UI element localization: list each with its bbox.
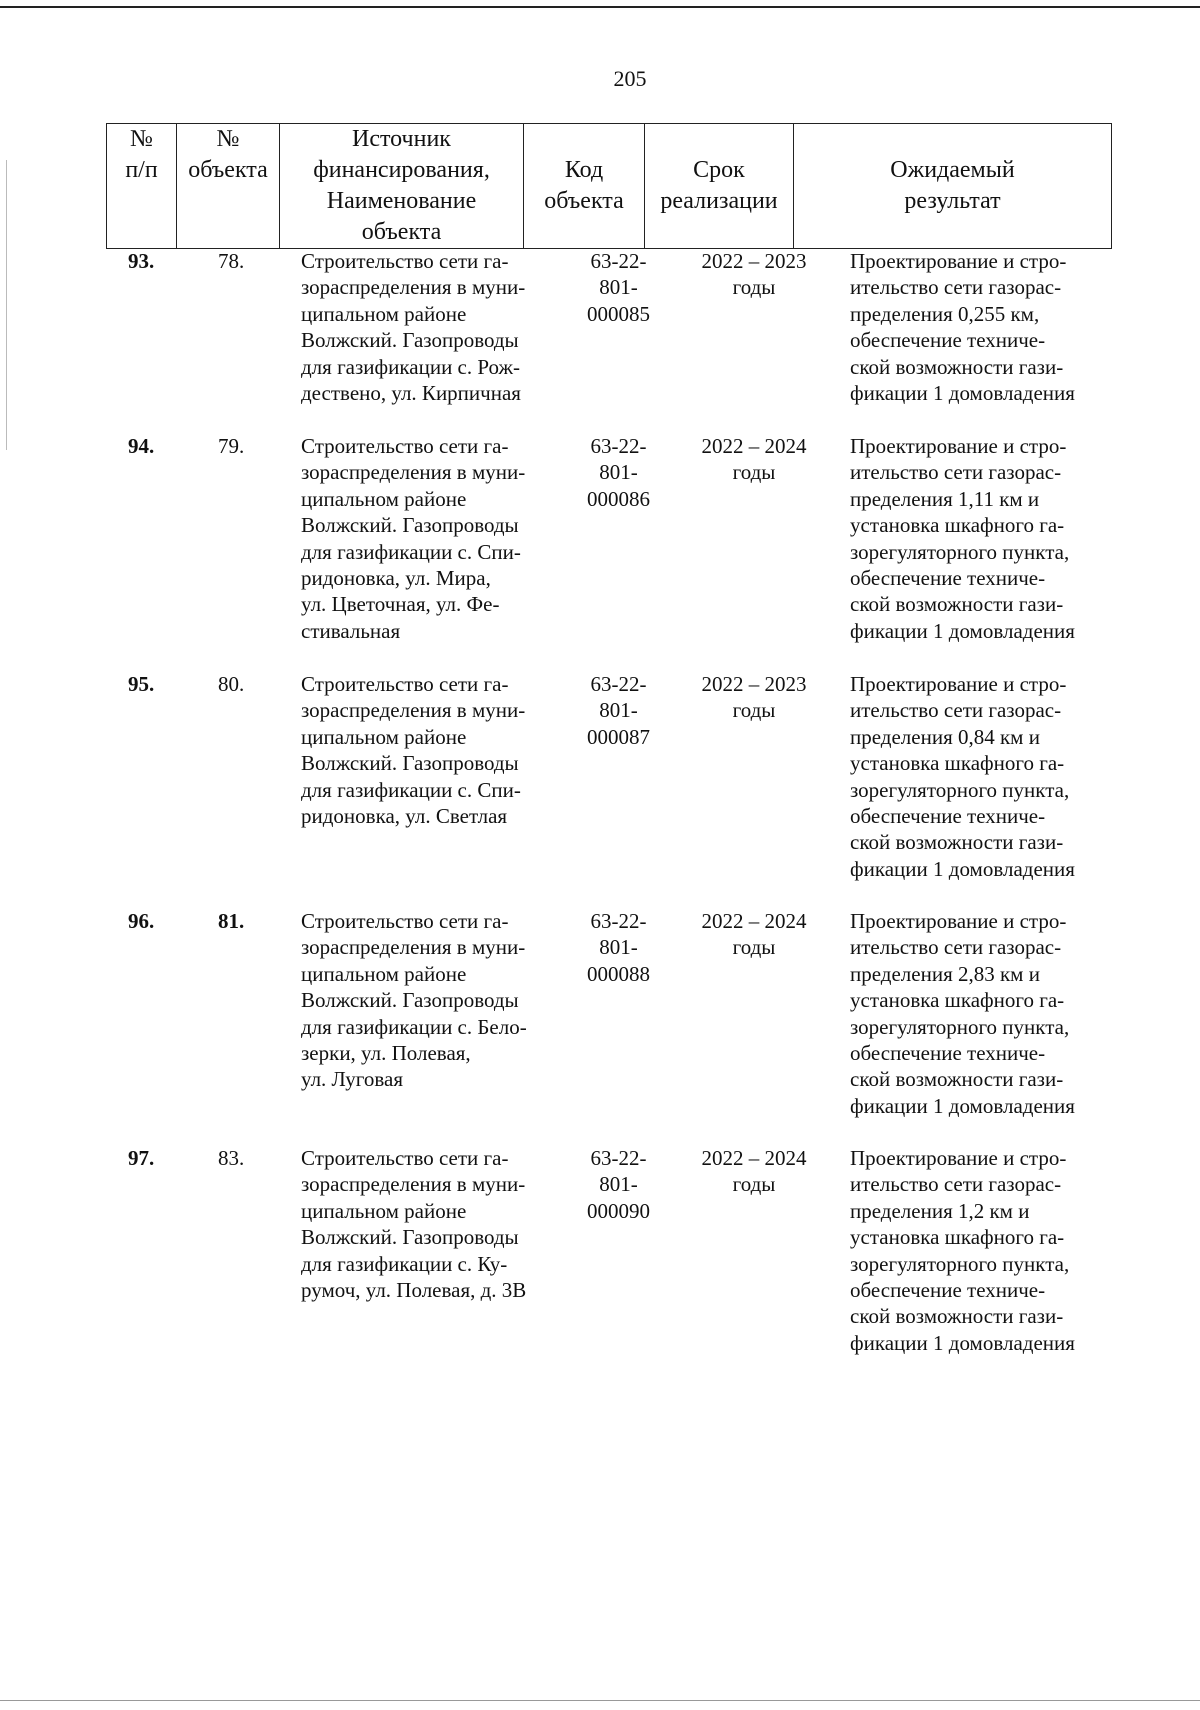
row-number: 94. — [128, 434, 155, 458]
header-code — [524, 124, 645, 249]
source-cell — [301, 433, 556, 644]
header-source-line2: финансирования, — [313, 157, 490, 183]
source-line: Волжский. Газопроводы — [301, 328, 519, 353]
result-cell — [850, 433, 1111, 644]
source-line: Строительство сети га- — [301, 909, 509, 933]
code-line: 801- — [599, 1172, 638, 1197]
header-object-line2: объекта — [188, 157, 268, 183]
result-line: ительство сети газорас- — [850, 1172, 1062, 1197]
table-row — [106, 904, 1111, 1141]
object-number: 81. — [218, 909, 245, 933]
result-line: зорегуляторного пункта, — [850, 777, 1070, 802]
scan-edge — [6, 160, 7, 450]
code-line: 63-22- — [590, 672, 647, 696]
result-line: ской возможности гази- — [850, 354, 1064, 379]
code-cell — [561, 908, 676, 987]
result-line: ительство сети газорас- — [850, 935, 1062, 960]
header-num-line1: № — [130, 126, 153, 152]
source-line: ципальном районе — [301, 301, 467, 326]
code-line: 63-22- — [590, 249, 647, 273]
result-line: ской возможности гази- — [850, 1067, 1064, 1092]
header-object-num — [177, 124, 280, 249]
period-cell — [679, 1145, 829, 1198]
result-line: установка шкафного га- — [850, 513, 1065, 538]
period-cell — [679, 248, 829, 301]
source-line: румоч, ул. Полевая, д. 3В — [301, 1278, 527, 1303]
source-line: Строительство сети га- — [301, 434, 509, 458]
header-code-line1: Код — [564, 157, 604, 183]
period-line: 2022 – 2024 — [701, 909, 807, 933]
header-source — [280, 124, 524, 249]
code-line: 63-22- — [590, 434, 647, 458]
result-cell — [850, 671, 1111, 882]
result-line: пределения 1,11 км и — [850, 486, 1040, 511]
header-num-line2: п/п — [125, 157, 158, 183]
header-result-line1: Ожидаемый — [890, 157, 1015, 183]
period-line: годы — [732, 460, 776, 485]
period-cell — [679, 908, 829, 961]
result-line: пределения 0,255 км, — [850, 301, 1040, 326]
header-period-line2: реализации — [660, 188, 778, 214]
object-number: 78. — [218, 249, 245, 273]
source-line: ципальном районе — [301, 1198, 467, 1223]
source-line: зораспределения в муни- — [301, 1172, 526, 1197]
header-code-line2: объекта — [544, 188, 624, 214]
code-line: 63-22- — [590, 909, 647, 933]
object-number: 80. — [218, 672, 245, 696]
source-cell — [301, 1145, 556, 1303]
table-row — [106, 1141, 1111, 1371]
result-line: фикации 1 домовладения — [850, 381, 1075, 406]
period-cell — [679, 433, 829, 486]
source-line: Волжский. Газопроводы — [301, 513, 519, 538]
code-line: 000085 — [587, 301, 650, 326]
source-line: для газификации с. Спи- — [301, 777, 521, 802]
code-line: 801- — [599, 935, 638, 960]
code-cell — [561, 433, 676, 512]
period-line: годы — [732, 935, 776, 960]
period-line: годы — [732, 275, 776, 300]
result-line: Проектирование и стро- — [850, 672, 1067, 696]
object-number: 83. — [218, 1146, 245, 1170]
source-line: ридоновка, ул. Мира, — [301, 566, 491, 591]
code-line: 801- — [599, 275, 638, 300]
header-result-line2: результат — [904, 188, 1001, 214]
code-cell — [561, 671, 676, 750]
source-line: для газификации с. Спи- — [301, 539, 521, 564]
result-cell — [850, 908, 1111, 1119]
code-cell — [561, 1145, 676, 1224]
result-line: ской возможности гази- — [850, 830, 1064, 855]
source-line: ул. Цветочная, ул. Фе- — [301, 592, 500, 617]
result-line: Проектирование и стро- — [850, 249, 1067, 273]
source-line: зерки, ул. Полевая, — [301, 1041, 471, 1066]
source-line: ципальном районе — [301, 724, 467, 749]
source-line: Волжский. Газопроводы — [301, 1225, 519, 1250]
result-line: зорегуляторного пункта, — [850, 1251, 1070, 1276]
code-line: 000086 — [587, 486, 650, 511]
result-line: обеспечение техниче- — [850, 804, 1046, 829]
result-line: Проектирование и стро- — [850, 909, 1067, 933]
result-line: пределения 2,83 км и — [850, 961, 1040, 986]
result-line: пределения 1,2 км и — [850, 1198, 1030, 1223]
page-number: 205 — [613, 66, 647, 91]
table-row — [106, 429, 1111, 667]
source-line: зораспределения в муни- — [301, 460, 526, 485]
result-line: ительство сети газорас- — [850, 698, 1062, 723]
period-line: 2022 – 2023 — [701, 672, 807, 696]
header-period — [645, 124, 794, 249]
result-line: установка шкафного га- — [850, 1225, 1065, 1250]
source-line: для газификации с. Ку- — [301, 1251, 508, 1276]
result-line: обеспечение техниче- — [850, 328, 1046, 353]
period-line: годы — [732, 698, 776, 723]
source-line: Волжский. Газопроводы — [301, 751, 519, 776]
period-line: 2022 – 2024 — [701, 434, 807, 458]
source-line: Строительство сети га- — [301, 672, 509, 696]
source-line: дествено, ул. Кирпичная — [301, 381, 521, 406]
result-line: фикации 1 домовладения — [850, 618, 1075, 643]
result-line: ской возможности гази- — [850, 1304, 1064, 1329]
table-body — [106, 244, 1111, 1371]
source-line: для газификации с. Бело- — [301, 1014, 527, 1039]
result-line: фикации 1 домовладения — [850, 856, 1075, 881]
code-line: 000087 — [587, 724, 650, 749]
result-line: зорегуляторного пункта, — [850, 539, 1070, 564]
row-number: 97. — [128, 1146, 155, 1170]
result-line: зорегуляторного пункта, — [850, 1014, 1070, 1039]
result-line: установка шкафного га- — [850, 988, 1065, 1013]
result-line: фикации 1 домовладения — [850, 1330, 1075, 1355]
source-line: ридоновка, ул. Светлая — [301, 804, 508, 829]
header-source-line4: объекта — [361, 219, 442, 245]
source-line: для газификации с. Рож- — [301, 354, 521, 379]
period-cell — [679, 671, 829, 724]
result-line: ительство сети газорас- — [850, 275, 1062, 300]
header-source-line1: Источник — [352, 126, 451, 152]
code-line: 000090 — [587, 1198, 650, 1223]
source-cell — [301, 248, 556, 406]
row-number: 96. — [128, 909, 155, 933]
source-line: Строительство сети га- — [301, 249, 509, 273]
row-number: 95. — [128, 672, 155, 696]
period-line: годы — [732, 1172, 776, 1197]
source-line: зораспределения в муни- — [301, 275, 526, 300]
header-result — [794, 124, 1112, 249]
source-line: Волжский. Газопроводы — [301, 988, 519, 1013]
result-line: ительство сети газорас- — [850, 460, 1062, 485]
result-line: фикации 1 домовладения — [850, 1093, 1075, 1118]
source-line: ципальном районе — [301, 961, 467, 986]
table-row — [106, 244, 1111, 429]
source-line: стивальная — [301, 618, 401, 643]
result-line: пределения 0,84 км и — [850, 724, 1040, 749]
code-line: 000088 — [587, 961, 650, 986]
source-line: зораспределения в муни- — [301, 698, 526, 723]
header-num — [107, 124, 177, 249]
source-line: ципальном районе — [301, 486, 467, 511]
period-line: 2022 – 2024 — [701, 1146, 807, 1170]
code-cell — [561, 248, 676, 327]
source-line: Строительство сети га- — [301, 1146, 509, 1170]
code-line: 801- — [599, 460, 638, 485]
code-line: 801- — [599, 698, 638, 723]
row-number: 93. — [128, 249, 155, 273]
source-line: зораспределения в муни- — [301, 935, 526, 960]
object-number: 79. — [218, 434, 245, 458]
result-line: Проектирование и стро- — [850, 434, 1067, 458]
top-rule — [0, 6, 1200, 8]
result-line: Проектирование и стро- — [850, 1146, 1067, 1170]
code-line: 63-22- — [590, 1146, 647, 1170]
result-line: установка шкафного га- — [850, 751, 1065, 776]
header-period-line1: Срок — [693, 157, 745, 183]
header-object-line1: № — [216, 126, 240, 152]
bottom-rule — [0, 1700, 1200, 1701]
table-header — [106, 123, 1112, 249]
result-cell — [850, 248, 1111, 406]
source-cell — [301, 671, 556, 829]
source-line: ул. Луговая — [301, 1067, 403, 1092]
table-row — [106, 667, 1111, 904]
result-line: обеспечение техниче- — [850, 1278, 1046, 1303]
period-line: 2022 – 2023 — [701, 249, 807, 273]
result-line: ской возможности гази- — [850, 592, 1064, 617]
result-line: обеспечение техниче- — [850, 1041, 1046, 1066]
result-cell — [850, 1145, 1111, 1356]
source-cell — [301, 908, 556, 1093]
header-source-line3: Наименование — [326, 188, 477, 214]
result-line: обеспечение техниче- — [850, 566, 1046, 591]
